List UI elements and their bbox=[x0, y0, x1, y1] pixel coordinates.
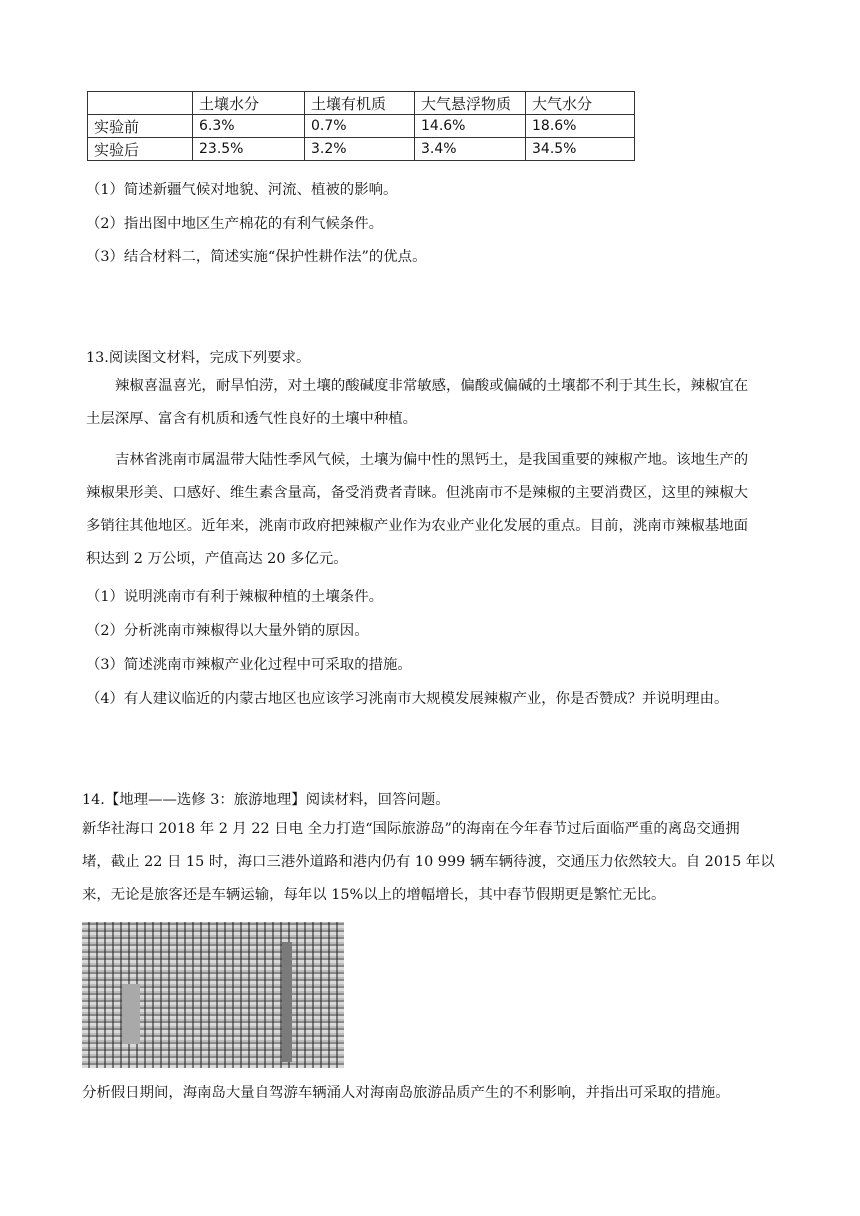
paragraph-line: 来，无论是旅客还是车辆运输，每年以 15%以上的增幅增长，其中春节假期更是繁忙无比。 bbox=[82, 887, 666, 903]
q12-sub-question-1: （1）简述新疆气候对地貌、河流、植被的影响。 bbox=[86, 182, 398, 198]
table-header-cell: 大气水分 bbox=[526, 92, 635, 115]
table-cell: 实验后 bbox=[88, 138, 193, 161]
paragraph-line: 积达到 2 万公顷，产值高达 20 多亿元。 bbox=[86, 551, 348, 567]
q13-sub-question-3: （3）简述洮南市辣椒产业化过程中可采取的措施。 bbox=[86, 657, 412, 673]
paragraph-line: 新华社海口 2018 年 2 月 22 日电 全力打造“国际旅游岛”的海南在今年春节过后面临严重的离岛交通拥 bbox=[82, 821, 740, 837]
paragraph-line: 堵，截止 22 日 15 时，海口三港外道路和港内仍有 10 999 辆车辆待渡，交通压力依然较大。自 2015 年以 bbox=[82, 854, 775, 870]
paragraph-line: 辣椒喜温喜光，耐旱怕涝，对土壤的酸碱度非常敏感，偏酸或偏碱的土壤都不利于其生长，辣椒宜在 bbox=[115, 378, 749, 394]
paragraph-line: 辣椒果形美、口感好、维生素含量高，备受消费者青睐。但洮南市不是辣椒的主要消费区，这里的辣椒大 bbox=[86, 485, 748, 501]
q14-question: 分析假日期间，海南岛大量自驾游车辆涌人对海南岛旅游品质产生的不利影响，并指出可采取的措施。 bbox=[82, 1085, 730, 1101]
table-cell: 0.7% bbox=[305, 115, 415, 138]
table-header-cell: 大气悬浮物质 bbox=[415, 92, 526, 115]
table-cell: 6.3% bbox=[193, 115, 305, 138]
table-cell: 23.5% bbox=[193, 138, 305, 161]
q12-sub-question-3: （3）结合材料二，简述实施“保护性耕作法”的优点。 bbox=[86, 249, 427, 265]
table-cell: 18.6% bbox=[526, 115, 635, 138]
q13-material-paragraph-2 bbox=[86, 444, 748, 576]
paragraph-line: 吉林省洮南市属温带大陆性季风气候，土壤为偏中性的黑钙土，是我国重要的辣椒产地。该地生产的 bbox=[115, 452, 749, 468]
table-row bbox=[88, 138, 635, 161]
photo-road-segment bbox=[122, 984, 140, 1044]
table-cell: 14.6% bbox=[415, 115, 526, 138]
soil-atmosphere-table bbox=[87, 91, 635, 161]
q12-sub-question-2: （2）指出图中地区生产棉花的有利气候条件。 bbox=[86, 216, 383, 232]
q13-sub-question-2: （2）分析洮南市辣椒得以大量外销的原因。 bbox=[86, 623, 369, 639]
table-cell: 34.5% bbox=[526, 138, 635, 161]
paragraph-line: 多销往其他地区。近年来，洮南市政府把辣椒产业作为农业产业化发展的重点。目前，洮南市辣椒基地面 bbox=[86, 518, 748, 534]
table-row bbox=[88, 115, 635, 138]
q13-sub-question-1: （1）说明洮南市有利于辣椒种植的土壤条件。 bbox=[86, 589, 383, 605]
table-header-cell: 土壤有机质 bbox=[305, 92, 415, 115]
q14-material-paragraph bbox=[82, 813, 775, 912]
traffic-jam-photo bbox=[82, 922, 344, 1068]
q13-sub-question-4: （4）有人建议临近的内蒙古地区也应该学习洮南市大规模发展辣椒产业，你是否赞成？并说明理由。 bbox=[86, 691, 729, 707]
table-header-cell bbox=[88, 92, 193, 115]
table-header-row bbox=[88, 92, 635, 115]
q13-title: 13.阅读图文材料，完成下列要求。 bbox=[86, 350, 311, 366]
table-cell: 3.2% bbox=[305, 138, 415, 161]
q14-title: 14.【地理——选修 3：旅游地理】阅读材料，回答问题。 bbox=[82, 792, 450, 808]
table-cell: 实验前 bbox=[88, 115, 193, 138]
photo-road-segment bbox=[282, 942, 292, 1062]
table-cell: 3.4% bbox=[415, 138, 526, 161]
paragraph-line: 土层深厚、富含有机质和透气性良好的土壤中种植。 bbox=[86, 411, 417, 427]
q13-material-paragraph-1 bbox=[86, 370, 748, 436]
table-header-cell: 土壤水分 bbox=[193, 92, 305, 115]
